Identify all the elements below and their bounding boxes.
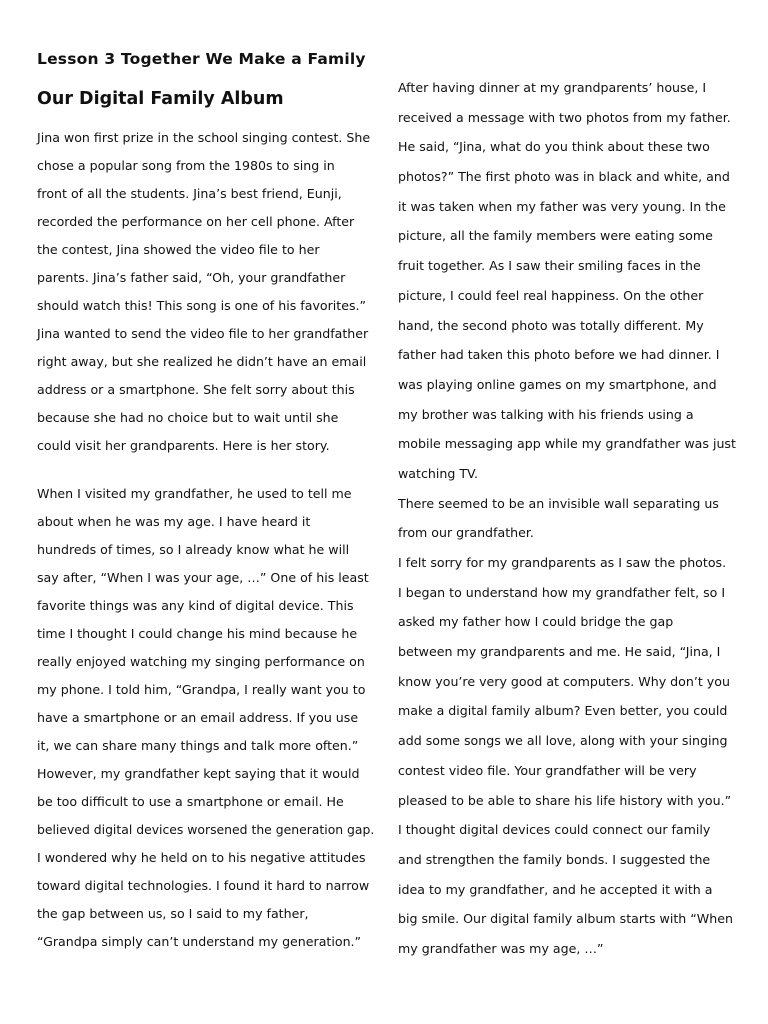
- text-line: was playing online games on my smartphone, and: [398, 376, 717, 392]
- text-line: it, we can share many things and talk more often.”: [37, 738, 359, 753]
- text-line: parents. Jina’s father said, “Oh, your grandfather: [37, 270, 346, 285]
- story-title: Our Digital Family Album: [37, 89, 284, 109]
- text-line: He said, “Jina, what do you think about these two: [398, 139, 710, 155]
- text-line: have a smartphone or an email address. If you use: [37, 710, 359, 725]
- text-line: say after, “When I was your age, …” One of his least: [37, 570, 369, 585]
- text-line: mobile messaging app while my grandfather was just: [398, 436, 736, 452]
- text-line: idea to my grandfather, and he accepted it with a: [398, 881, 713, 897]
- text-line: “Grandpa simply can’t understand my generation.”: [37, 934, 362, 949]
- left-column: [37, 124, 377, 956]
- paragraph-intro: [37, 124, 377, 460]
- text-line: between my grandparents and me. He said, “Jina, I: [398, 644, 721, 660]
- text-line: add some songs we all love, along with your singing: [398, 733, 728, 749]
- text-line: my phone. I told him, “Grandpa, I really want you to: [37, 682, 366, 697]
- text-line: Jina won first prize in the school singing contest. She: [37, 130, 371, 145]
- lesson-title: Lesson 3 Together We Make a Family: [37, 50, 366, 68]
- text-line: watching TV.: [398, 465, 479, 481]
- text-line: When I visited my grandfather, he used to tell me: [37, 486, 352, 501]
- text-line: recorded the performance on her cell phone. After: [37, 214, 355, 229]
- text-line: fruit together. As I saw their smiling faces in the: [398, 258, 701, 274]
- text-line: favorite things was any kind of digital device. This: [37, 598, 354, 613]
- text-line: toward digital technologies. I found it hard to narrow: [37, 878, 370, 893]
- text-line: picture, all the family members were eating some: [398, 228, 713, 244]
- text-line: could visit her grandparents. Here is her story.: [37, 438, 330, 453]
- text-line: make a digital family album? Even better, you could: [398, 703, 728, 719]
- text-line: pleased to be able to share his life history with you.”: [398, 792, 732, 808]
- text-line: my brother was talking with his friends using a: [398, 406, 694, 422]
- text-line: father had taken this photo before we had dinner. I: [398, 347, 720, 363]
- text-line: believed digital devices worsened the generation gap.: [37, 822, 375, 837]
- right-column: [398, 73, 738, 964]
- text-line: received a message with two photos from my father.: [398, 109, 731, 125]
- text-line: I wondered why he held on to his negative attitudes: [37, 850, 366, 865]
- text-line: big smile. Our digital family album starts with “When: [398, 911, 733, 927]
- text-line: the gap between us, so I said to my father,: [37, 906, 309, 921]
- text-line: really enjoyed watching my singing performance on: [37, 654, 365, 669]
- text-line: hundreds of times, so I already know what he will: [37, 542, 350, 557]
- text-line: the contest, Jina showed the video file to her: [37, 242, 320, 257]
- text-line: know you’re very good at computers. Why don’t you: [398, 673, 730, 689]
- text-line: asked my father how I could bridge the gap: [398, 614, 674, 630]
- text-line: because she had no choice but to wait until she: [37, 410, 339, 425]
- text-line: from our grandfather.: [398, 525, 534, 541]
- text-line: chose a popular song from the 1980s to sing in: [37, 158, 335, 173]
- paragraph-story: [37, 480, 377, 956]
- text-line: front of all the students. Jina’s best friend, Eunji,: [37, 186, 342, 201]
- text-line: address or a smartphone. She felt sorry about this: [37, 382, 355, 397]
- text-line: photos?” The first photo was in black and white, and: [398, 169, 730, 185]
- text-line: After having dinner at my grandparents’ house, I: [398, 80, 707, 95]
- text-line: be too difficult to use a smartphone or email. He: [37, 794, 344, 809]
- text-line: picture, I could feel real happiness. On the other: [398, 287, 704, 303]
- text-line: should watch this! This song is one of his favorites.”: [37, 298, 367, 313]
- text-line: contest video file. Your grandfather will be very: [398, 762, 697, 778]
- text-line: However, my grandfather kept saying that it would: [37, 766, 360, 781]
- text-line: hand, the second photo was totally different. My: [398, 317, 704, 333]
- text-line: my grandfather was my age, …”: [398, 940, 604, 956]
- text-line: it was taken when my father was very young. In the: [398, 198, 726, 214]
- paragraph-gap: [37, 460, 377, 480]
- text-line: I thought digital devices could connect our family: [398, 822, 711, 838]
- text-line: time I thought I could change his mind because he: [37, 626, 358, 641]
- text-line: There seemed to be an invisible wall separating us: [398, 495, 719, 511]
- text-line: right away, but she realized he didn’t have an email: [37, 354, 367, 369]
- text-line: Jina wanted to send the video file to her grandfather: [37, 326, 369, 341]
- text-line: about when he was my age. I have heard it: [37, 514, 311, 529]
- text-line: I began to understand how my grandfather felt, so I: [398, 584, 726, 600]
- text-line: and strengthen the family bonds. I suggested the: [398, 851, 711, 867]
- text-line: I felt sorry for my grandparents as I saw the photos.: [398, 555, 727, 570]
